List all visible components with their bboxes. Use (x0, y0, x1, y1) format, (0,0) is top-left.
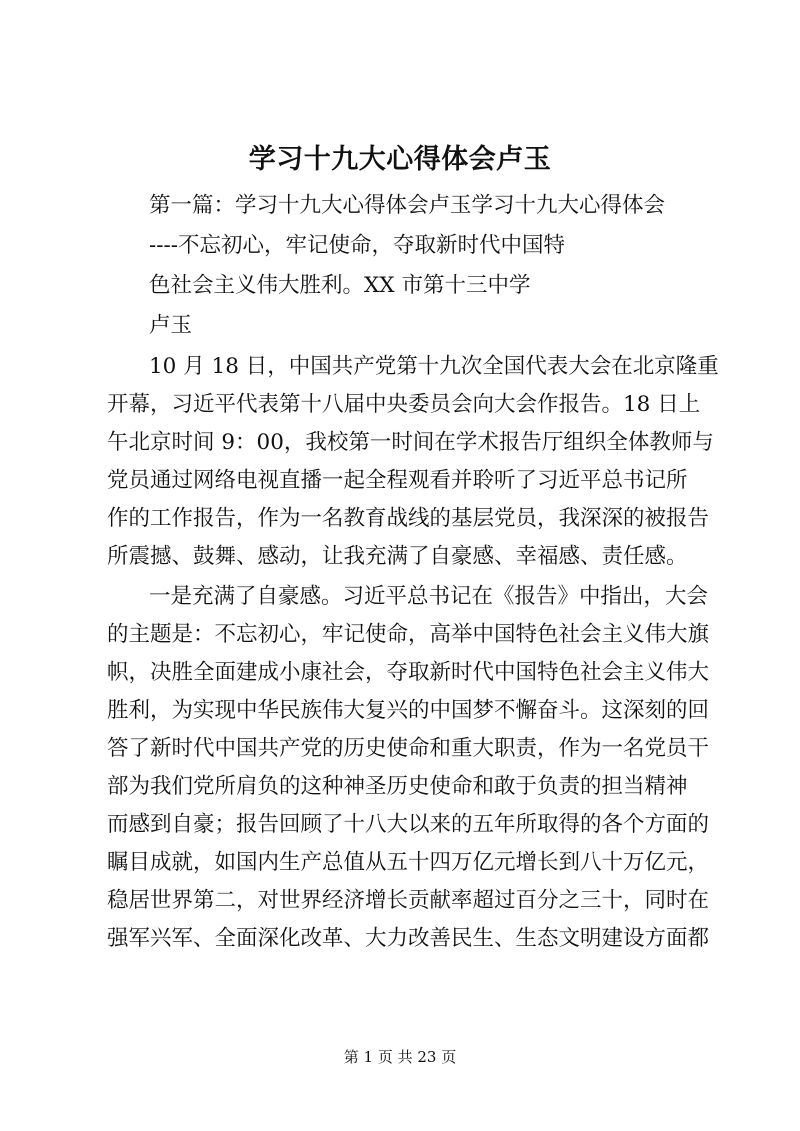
paragraph-line: 瞩目成就，如国内生产总值从五十四万亿元增长到八十万亿元， (107, 850, 710, 875)
paragraph-line: 答了新时代中国共产党的历史使命和重大职责，作为一名党员干 (107, 736, 710, 761)
paragraph-line: 帜，决胜全面建成小康社会，夺取新时代中国特色社会主义伟大 (107, 660, 710, 685)
paragraph-line: 一是充满了自豪感。习近平总书记在《报告》中指出，大会 (149, 584, 709, 609)
paragraph-line: 的主题是：不忘初心，牢记使命，高举中国特色社会主义伟大旗 (107, 622, 710, 647)
header-line: 色社会主义伟大胜利。XX 市第十三中学 (149, 273, 531, 298)
page-number-footer: 第 1 页 共 23 页 (343, 1048, 457, 1066)
paragraph-line: 强军兴军、全面深化改革、大力改善民生、生态文明建设方面都 (107, 926, 710, 951)
paragraph-line: 胜利，为实现中华民族伟大复兴的中国梦不懈奋斗。这深刻的回 (107, 698, 710, 723)
paragraph-line: 作的工作报告，作为一名教育战线的基层党员，我深深的被报告 (107, 506, 710, 531)
paragraph-line: 10 月 18 日，中国共产党第十九次全国代表大会在北京隆重 (149, 354, 719, 379)
paragraph-line: 开幕，习近平代表第十八届中央委员会向大会作报告。18 日上 (107, 392, 701, 417)
paragraph-line: 党员通过网络电视直播一起全程观看并聆听了习近平总书记所 (107, 468, 688, 493)
paragraph-line: 而感到自豪；报告回顾了十八大以来的五年所取得的各个方面的 (107, 812, 710, 837)
header-line: 卢玉 (149, 313, 193, 338)
paragraph-line: 所震撼、鼓舞、感动，让我充满了自豪感、幸福感、责任感。 (107, 544, 688, 569)
paragraph-line: 稳居世界第二，对世界经济增长贡献率超过百分之三十，同时在 (107, 888, 710, 913)
header-line: 第一篇：学习十九大心得体会卢玉学习十九大心得体会 (149, 193, 666, 218)
header-line: ----不忘初心，牢记使命，夺取新时代中国特 (149, 233, 566, 258)
document-title: 学习十九大心得体会卢玉 (248, 144, 552, 175)
paragraph-line: 部为我们党所肩负的这种神圣历史使命和敢于负责的担当精神 (107, 774, 688, 799)
paragraph-line: 午北京时间 9：00，我校第一时间在学术报告厅组织全体教师与 (107, 430, 714, 455)
